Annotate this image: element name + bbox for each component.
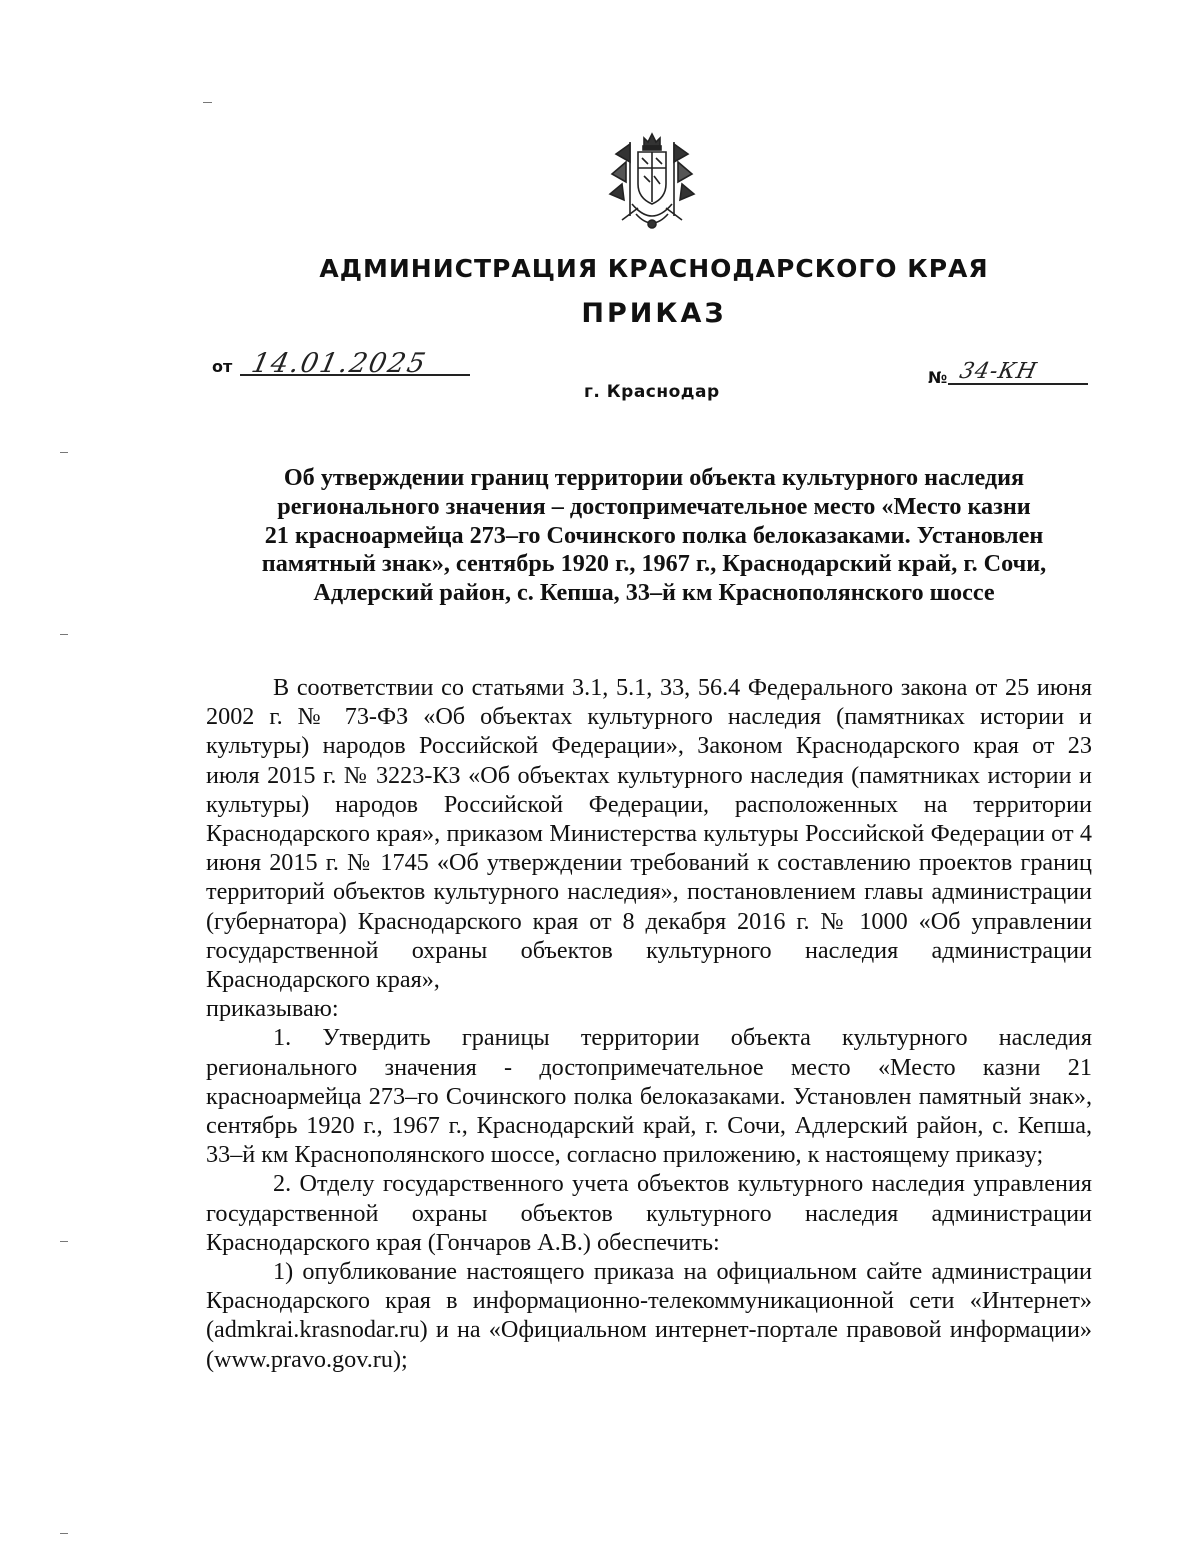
scan-speck bbox=[60, 1533, 68, 1534]
title-line: регионального значения – достопримечательное место «Место казни bbox=[277, 492, 1031, 520]
preamble-paragraph: В соответствии со статьями 3.1, 5.1, 33, 56.4 Федерального закона от 25 июня 2002 г. № 73-ФЗ «Об объектах культурного наследия (памятниках истории и культуры) народов Российской Федерации», Законом Краснодарского края от 23 июля 2015 г. № 3223-КЗ «Об объектах культурного наследия (памятниках истории и культуры) народов Российской Федерации, расположенных на территории Краснодарского края», приказом Министерства культуры Российской Федерации от 4 июня 2015 г. № 1745 «Об утверждении требований к составлению проектов границ территорий объектов культурного наследия», постановлением главы администрации (губернатора) Краснодарского края от 8 декабря 2016 г. № 1000 «Об управлении государственной охраны объектов культурного наследия администрации Краснодарского края», bbox=[206, 674, 1092, 994]
order-word: приказываю: bbox=[206, 995, 339, 1023]
number-label: № bbox=[928, 368, 948, 387]
scan-speck bbox=[203, 102, 212, 103]
scan-speck bbox=[60, 452, 68, 453]
document-type: ПРИКАЗ bbox=[581, 298, 727, 329]
coat-of-arms-icon bbox=[608, 132, 696, 234]
handwritten-number: 34-КН bbox=[957, 359, 1040, 384]
title-line: Об утверждении границ территории объекта культурного наследия bbox=[283, 464, 1025, 491]
scan-speck bbox=[60, 1241, 68, 1242]
title-line: Адлерский район, с. Кепша, 33–й км Краснополянского шоссе bbox=[313, 579, 995, 607]
document-title bbox=[200, 464, 1108, 608]
item-2-paragraph: 2. Отделу государственного учета объектов культурного наследия управления государственной охраны объектов культурного наследия администрации Краснодарского края (Гончаров А.В.) обеспечить: bbox=[206, 1170, 1092, 1256]
city-label: г. Краснодар bbox=[584, 382, 720, 402]
organization-name: АДМИНИСТРАЦИЯ КРАСНОДАРСКОГО КРАЯ bbox=[319, 254, 989, 283]
title-line: памятный знак», сентябрь 1920 г., 1967 г., Краснодарский край, г. Сочи, bbox=[261, 550, 1047, 578]
handwritten-date: 14.01.2025 bbox=[248, 348, 430, 379]
date-label: от bbox=[212, 357, 233, 376]
item-1-paragraph: 1. Утвердить границы территории объекта культурного наследия регионального значения - достопримечательное место «Место казни 21 красноармейца 273–го Сочинского полка белоказаками. Установлен памятный знак», сентябрь 1920 г., 1967 г., Краснодарский край, г. Сочи, Адлерский район, с. Кепша, 33–й км Краснополянского шоссе, согласно приложению, к настоящему приказу; bbox=[206, 1024, 1092, 1169]
item-2-1-paragraph: 1) опубликование настоящего приказа на официальном сайте администрации Краснодарского края в информационно-телекоммуникационной сети «Интернет» (admkrai.krasnodar.ru) и на «Официальном интернет-портале правовой информации» (www.pravo.gov.ru); bbox=[206, 1258, 1092, 1373]
scan-speck bbox=[60, 634, 68, 635]
title-line: 21 красноармейца 273–го Сочинского полка белоказаками. Установлен bbox=[264, 521, 1044, 549]
document-body bbox=[206, 673, 1092, 1374]
